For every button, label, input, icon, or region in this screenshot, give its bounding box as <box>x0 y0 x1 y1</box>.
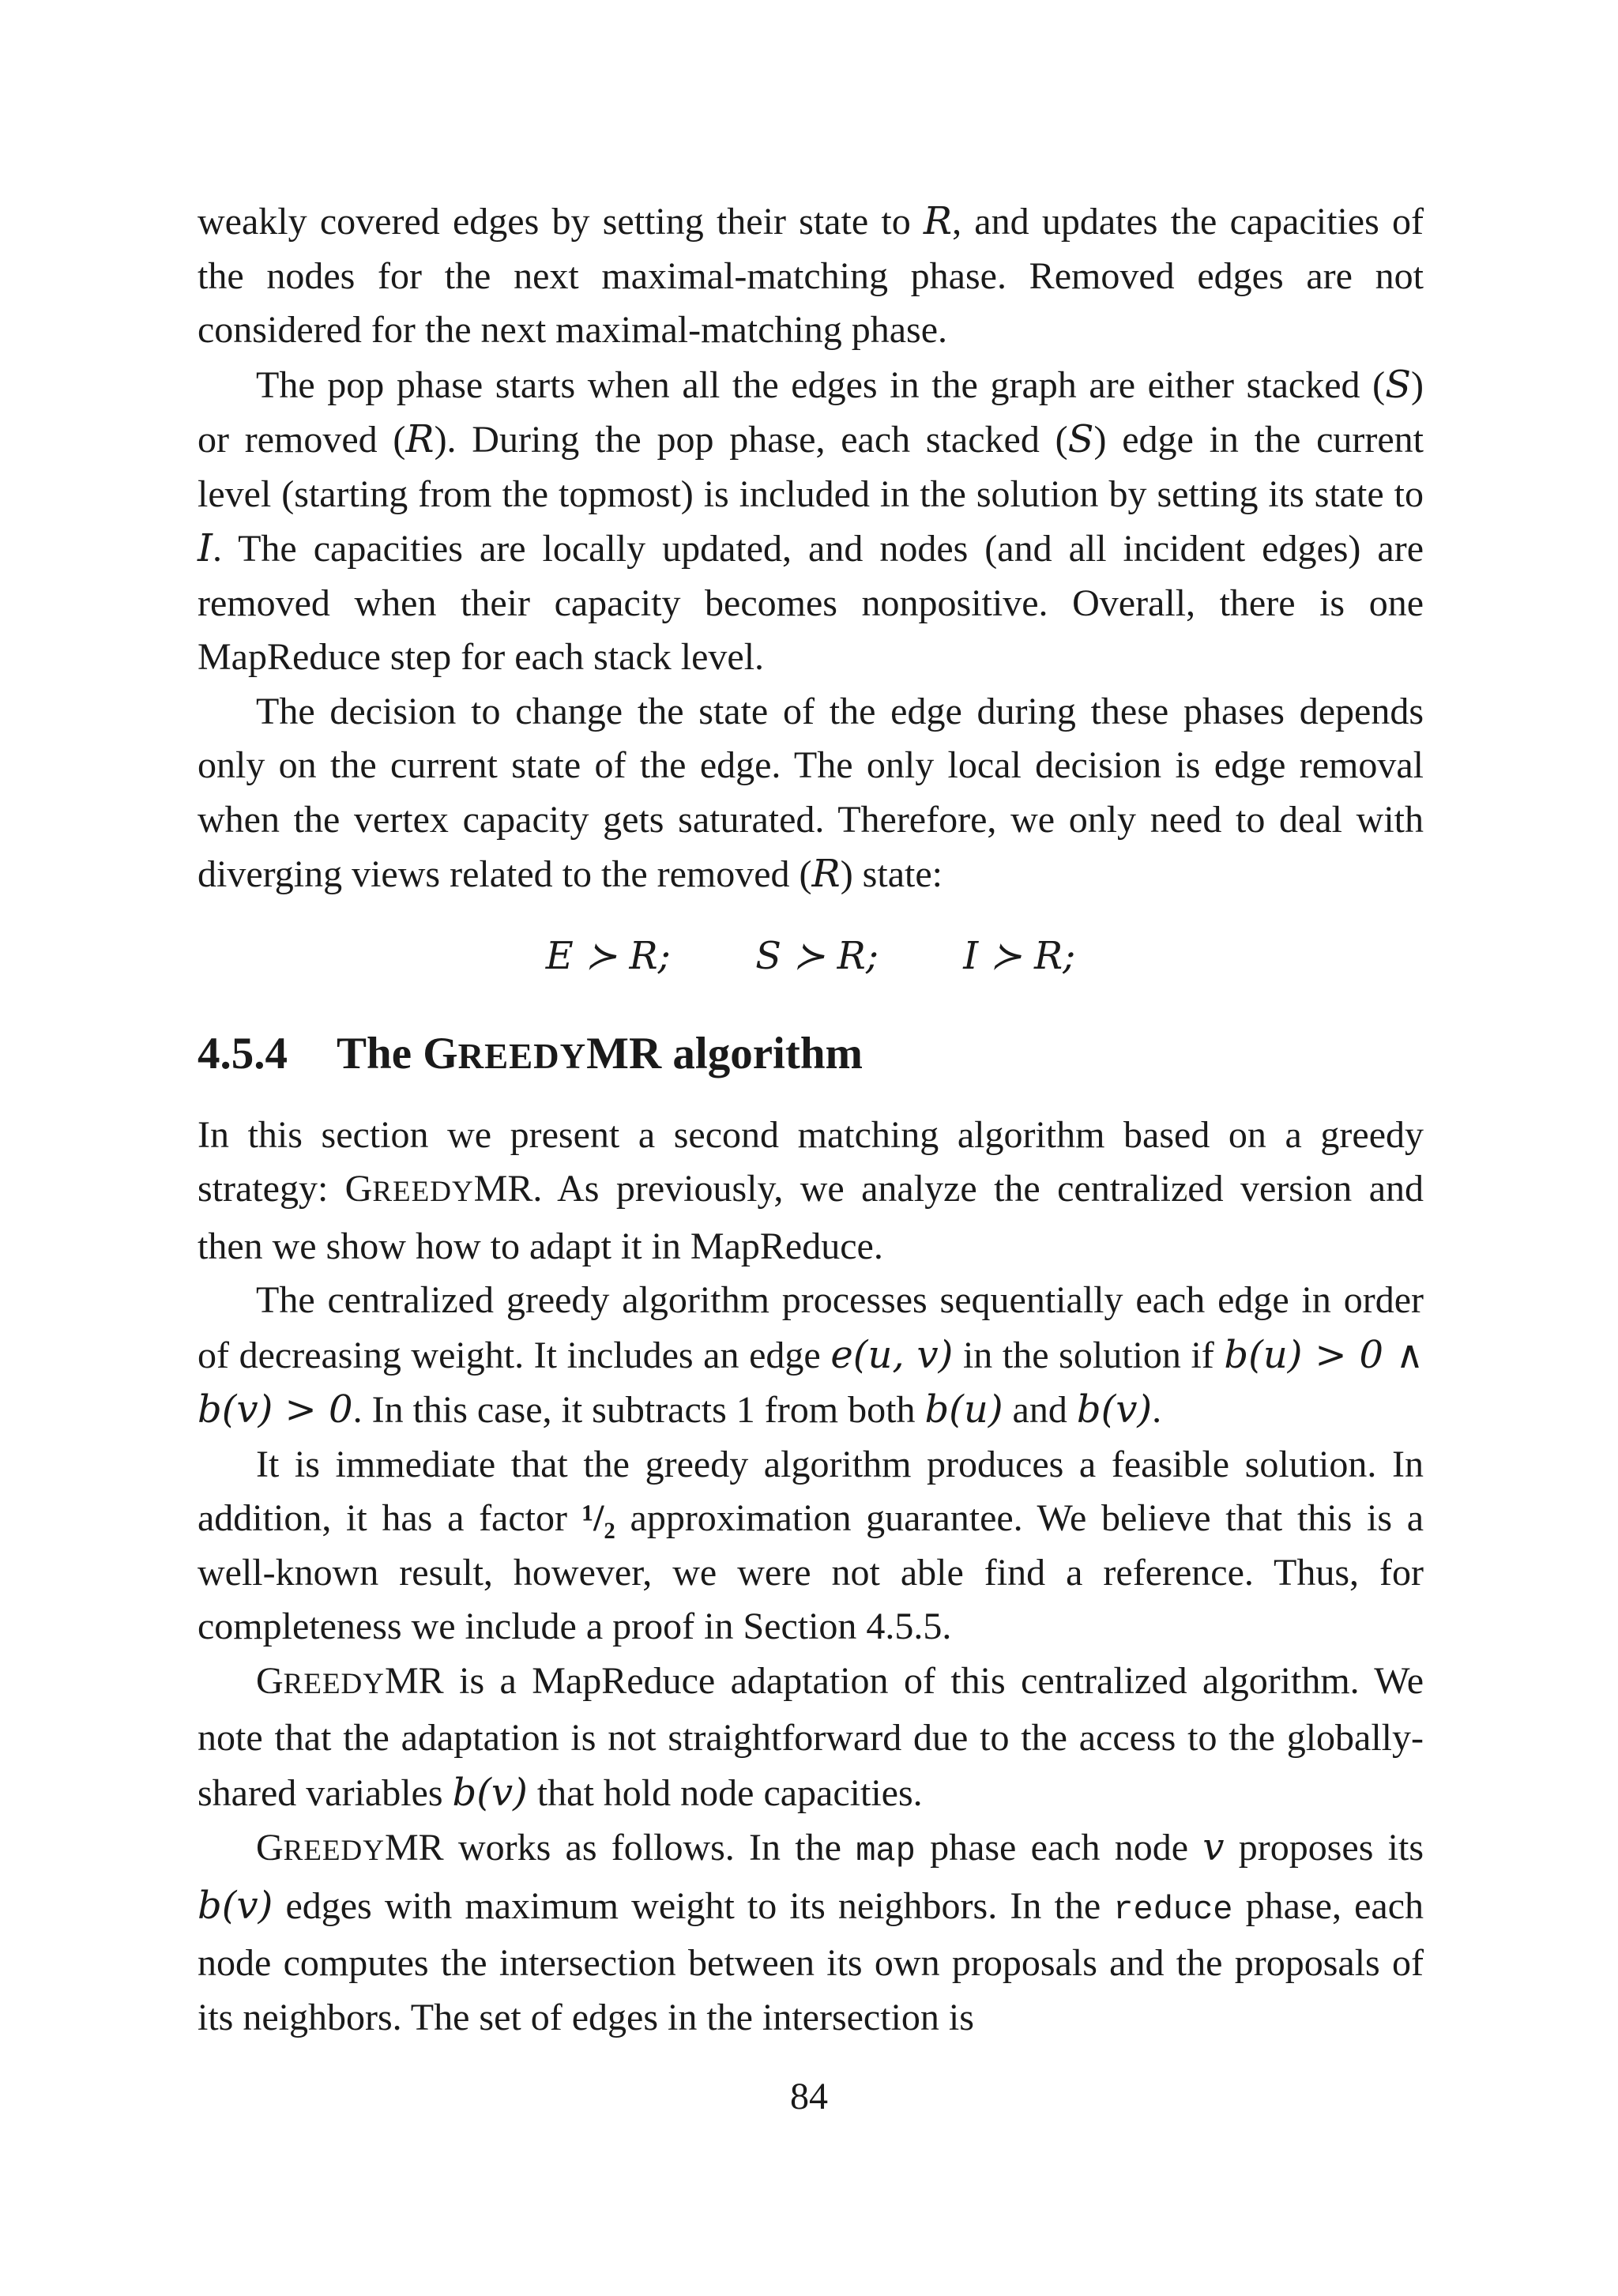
text-run: , and updates the capacities of the nodes for the next maximal-matching phase. Removed edges are not considered for the next maximal-matching phase. <box>198 201 1424 351</box>
text-run: ) or removed ( <box>198 363 1424 461</box>
paragraph <box>198 1438 1424 1654</box>
paragraph <box>198 685 1424 902</box>
text-run: ). During the pop phase, each stacked ( <box>434 419 1068 461</box>
equation-term: S ≻ R; <box>755 933 879 978</box>
smallcaps-rest: REEDY <box>372 1176 474 1208</box>
paragraph <box>198 1274 1424 1438</box>
math-inline: v <box>1202 1825 1225 1869</box>
page-number: 84 <box>790 2076 828 2117</box>
section-title-sc-rest: REEDY <box>457 1036 587 1076</box>
section-heading <box>198 1022 1424 1088</box>
math-inline: e(u, v) <box>830 1332 954 1377</box>
math-inline: b(u) <box>924 1387 1003 1432</box>
display-equation <box>198 929 1424 983</box>
page-body <box>198 194 1424 2045</box>
math-inline: b(v) <box>452 1770 528 1815</box>
paragraph <box>198 194 1424 358</box>
text-run: MR is a MapReduce adaptation of this centralized algorithm. We note that the adaptation is not straightforward due to the access to the globally-shared variables <box>198 1659 1424 1814</box>
math-inline: R <box>811 852 841 896</box>
section-number: 4.5.4 <box>198 1028 288 1078</box>
math-inline: I <box>198 526 213 570</box>
code-inline: reduce <box>1113 1890 1233 1929</box>
text-run: phase each node <box>915 1827 1203 1869</box>
smallcaps-initial: G <box>256 1659 284 1702</box>
smallcaps-initial: G <box>344 1168 373 1210</box>
text-run: edges with maximum weight to its neighbors. In the <box>273 1884 1114 1927</box>
text-run: In this section we present a second matching algorithm based on a greedy strategy: <box>198 1113 1424 1210</box>
fraction: ¹/₂ <box>581 1497 615 1539</box>
paragraph <box>198 1820 1424 2045</box>
text-run: ) state: <box>840 853 943 895</box>
text-run: The pop phase starts when all the edges in the graph are either stacked ( <box>256 363 1386 406</box>
text-run: MR. As previously, we analyze the centralized version and then we show how to adapt it in MapReduce. <box>198 1168 1424 1267</box>
math-inline: S <box>1067 417 1094 461</box>
text-run: weakly covered edges by setting their state to <box>198 201 924 243</box>
text-run: approximation guarantee. We believe that this is a well-known result, however, we were not able find a reference. Thus, for completeness we include a proof in Section 4.5.5. <box>198 1497 1424 1647</box>
math-inline: b(u) > 0 ∧ b(v) > 0 <box>198 1332 1424 1432</box>
text-run: . <box>1152 1389 1162 1431</box>
paragraph <box>198 1654 1424 1821</box>
text-run: It is immediate that the greedy algorithm produces a feasible solution. In addition, it has a factor <box>198 1443 1424 1539</box>
text-run: phase, each node computes the intersection between its own proposals and the proposals of its neighbors. The set of edges in the intersection is <box>198 1884 1424 2038</box>
smallcaps-rest: REEDY <box>283 1667 385 1700</box>
text-run: ) edge in the current level (starting from the topmost) is included in the solution by setting its state to <box>198 419 1424 515</box>
math-inline: b(v) <box>198 1883 273 1928</box>
math-inline: R <box>405 417 435 461</box>
equation-term: I ≻ R; <box>963 933 1076 978</box>
text-run: proposes its <box>1224 1827 1424 1869</box>
text-run: . The capacities are locally updated, and nodes (and all incident edges) are removed when their capacity becomes nonpositive. Overall, there is one MapReduce step for each stack level. <box>198 528 1424 678</box>
math-inline: R <box>923 199 953 243</box>
text-run: MR works as follows. In the <box>385 1827 856 1869</box>
equation-term: E ≻ R; <box>545 933 671 978</box>
paragraph <box>198 358 1424 685</box>
text-run: that hold node capacities. <box>527 1771 923 1814</box>
section-title-prefix: The <box>337 1028 423 1078</box>
text-run: The decision to change the state of the edge during these phases depends only on the current state of the edge. The only local decision is edge removal when the vertex capacity gets saturated. Therefore, we only need to deal with diverging views related to the removed ( <box>198 690 1424 895</box>
text-run: and <box>1003 1389 1077 1431</box>
code-inline: map <box>856 1832 916 1870</box>
text-run: The centralized greedy algorithm processes sequentially each edge in order of decreasing weight. It includes an edge <box>198 1279 1424 1376</box>
text-run: . In this case, it subtracts 1 from both <box>352 1389 925 1431</box>
smallcaps-rest: REEDY <box>283 1835 385 1867</box>
section-title-sc-initial: G <box>423 1028 458 1078</box>
top-paragraphs <box>198 194 1424 902</box>
bottom-paragraphs <box>198 1108 1424 2046</box>
text-run: in the solution if <box>953 1334 1225 1376</box>
math-inline: S <box>1385 362 1412 407</box>
math-inline: b(v) <box>1076 1387 1153 1432</box>
smallcaps-initial: G <box>256 1827 284 1869</box>
paragraph <box>198 1108 1424 1274</box>
section-title-suffix: MR algorithm <box>586 1028 864 1078</box>
